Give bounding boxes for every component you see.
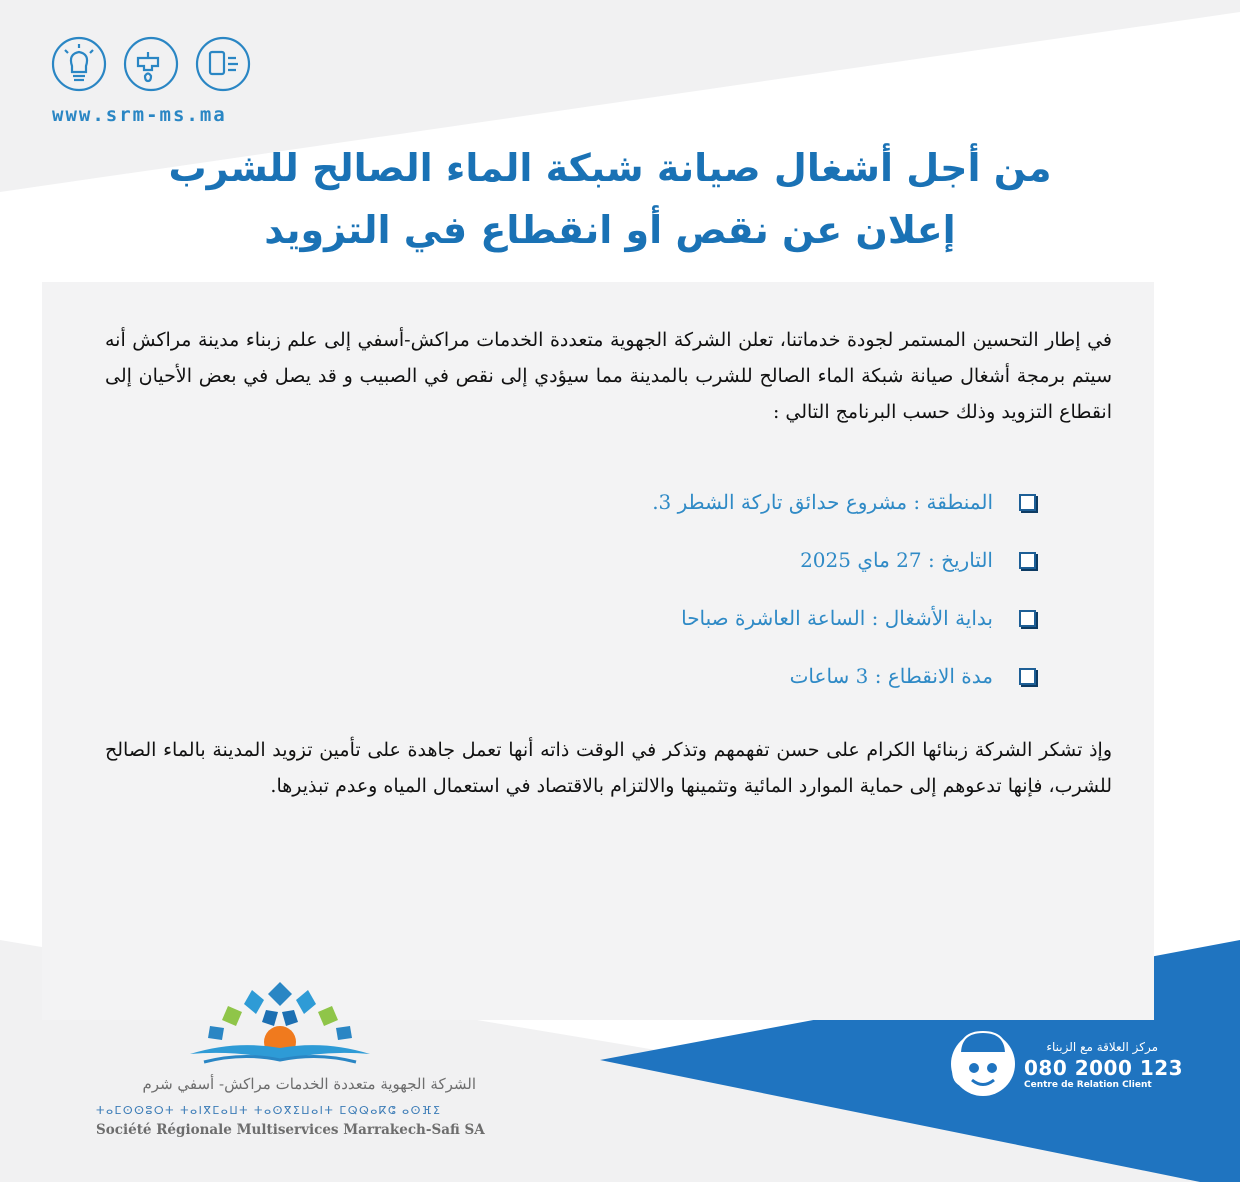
checkbox-bullet-icon: [1019, 552, 1036, 569]
checkbox-bullet-icon: [1019, 610, 1036, 627]
announcement-title: من أجل أشغال صيانة شبكة الماء الصالح للشرب: [168, 146, 1052, 190]
water-tap-icon: [125, 38, 177, 90]
hotline-label-arabic: مركز العلاقة مع الزبناء: [1046, 1040, 1158, 1054]
list-item: [652, 473, 1036, 531]
hotline-label-french: Centre de Relation Client: [1024, 1080, 1152, 1090]
website-url[interactable]: www.srm-ms.ma: [52, 104, 227, 126]
closing-paragraph: وإذ تشكر الشركة زبنائها الكرام على حسن تفهمهم وتذكر في الوقت ذاته أنها تعمل جاهدة على تأمين تزويد المدينة بالماء الصالح للشرب، فإنها تدعوهم إلى حماية الموارد المائية وتثمينها والالتزام بالاقتصاد في استعمال المياه وعدم تبذيرها.: [105, 739, 1112, 797]
customer-service-mascot-icon: [948, 1024, 1018, 1100]
company-name-arabic: الشركة الجهوية متعددة الخدمات مراكش- أسفي شرم: [142, 1075, 476, 1093]
company-name-french: Société Régionale Multiservices Marrakech-Safi SA: [96, 1122, 485, 1138]
list-item: [652, 647, 1036, 705]
checkbox-bullet-icon: [1019, 668, 1036, 685]
sanitation-icon: [197, 38, 249, 90]
list-item: [652, 531, 1036, 589]
item-zone: المنطقة : مشروع حدائق تاركة الشطر 3.: [652, 490, 993, 514]
hotline-number[interactable]: 080 2000 123: [1024, 1056, 1184, 1080]
checkbox-bullet-icon: [1019, 494, 1036, 511]
intro-paragraph: في إطار التحسين المستمر لجودة خدماتنا، تعلن الشركة الجهوية متعددة الخدمات مراكش-أسفي إلى علم زبناء مدينة مراكش أنه سيتم برمجة أشغال صيانة شبكة الماء الصالح للشرب بالمدينة مما سيؤدي إلى نقص في الصبيب و قد يصل في بعض الأحيان إلى انقطاع التزويد وذلك حسب البرنامج التالي :: [105, 329, 1112, 423]
company-name-tifinagh: ⵜⴰⵎⵙⵙⵓⵔⵜ ⵜⴰⵏⴳⵎⴰⵡⵜ ⵜⴰⵙⴳⵉⵡⴰⵏⵜ ⵎⵕⵕⴰⴽⵛ ⴰⵙⴼⵉ: [96, 1104, 442, 1117]
item-date: التاريخ : 27 ماي 2025: [800, 548, 993, 572]
lightbulb-icon: [53, 38, 105, 90]
item-duration: مدة الانقطاع : 3 ساعات: [789, 664, 993, 688]
company-logo: [180, 978, 380, 1068]
item-start-time: بداية الأشغال : الساعة العاشرة صباحا: [681, 606, 993, 630]
announcement-subtitle: إعلان عن نقص أو انقطاع في التزويد: [264, 208, 956, 252]
schedule-list: [652, 473, 1036, 705]
list-item: [652, 589, 1036, 647]
service-icons: [50, 36, 260, 96]
